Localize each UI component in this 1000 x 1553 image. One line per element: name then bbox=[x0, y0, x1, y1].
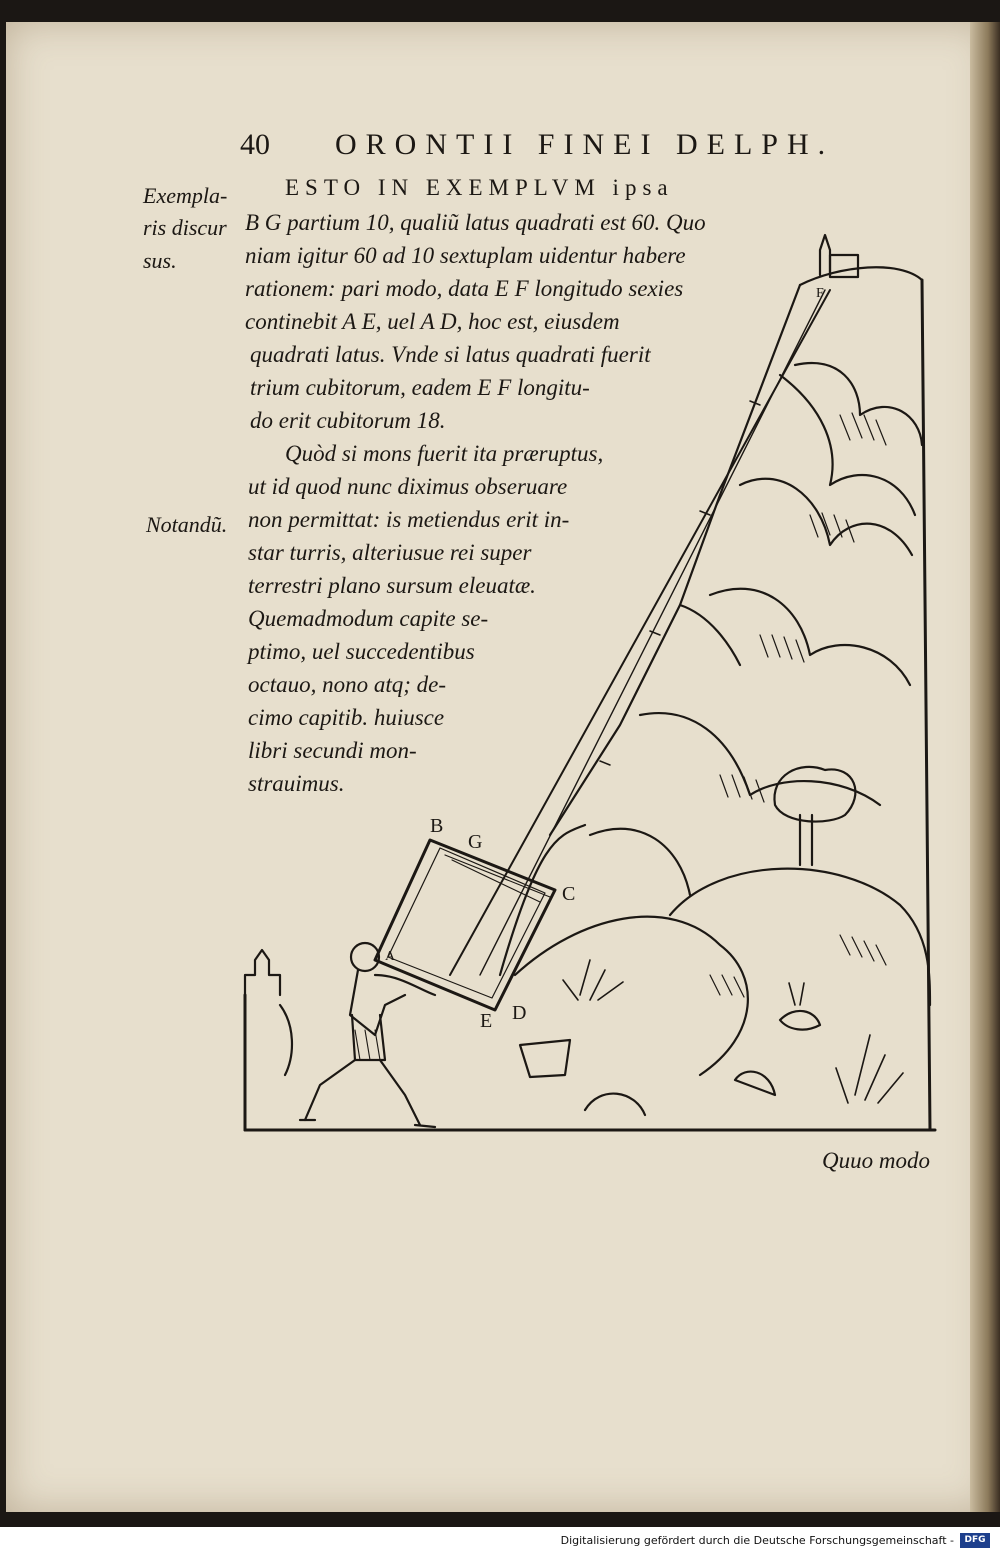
text-line: continebit A E, uel A D, hoc est, eiusdem bbox=[245, 309, 620, 334]
figure-label-a: A bbox=[385, 949, 396, 964]
text-line: non permittat: is metiendus erit in- bbox=[248, 507, 570, 532]
footer-credit: Digitalisierung gefördert durch die Deutsche Forschungsgemeinschaft - bbox=[560, 1534, 954, 1547]
text-line: terrestri plano sursum eleuatæ. bbox=[248, 573, 536, 598]
text-line: ut id quod nunc diximus obseruare bbox=[248, 474, 568, 499]
text-line: B G partium 10, qualiũ latus quadrati est 60. Quo bbox=[245, 210, 706, 235]
page-edge bbox=[970, 22, 1000, 1512]
text-line: star turris, alteriusue rei super bbox=[248, 540, 532, 565]
figure-label-f: F bbox=[816, 286, 824, 301]
margin-note: ris discur bbox=[143, 215, 227, 240]
text-line: Quòd si mons fuerit ita præruptus, bbox=[285, 441, 604, 466]
figure-label-b: B bbox=[430, 815, 444, 837]
figure-label-g: G bbox=[468, 831, 483, 853]
page-number: 40 bbox=[240, 128, 270, 161]
dfg-logo[interactable]: DFG bbox=[960, 1533, 990, 1548]
margin-note: Exempla- bbox=[143, 183, 228, 208]
text-line: trium cubitorum, eadem E F longitu- bbox=[250, 375, 590, 400]
text-line: quadrati latus. Vnde si latus quadrati fuerit bbox=[250, 342, 651, 367]
margin-note: sus. bbox=[143, 248, 177, 273]
text-line: niam igitur 60 ad 10 sextuplam uidentur habere bbox=[245, 243, 686, 268]
running-title: ORONTII FINEI DELPH. bbox=[335, 128, 835, 161]
text-line: libri secundi mon- bbox=[248, 738, 417, 763]
figure-label-d: D bbox=[512, 1002, 527, 1024]
catchword: Quuo modo bbox=[822, 1148, 930, 1173]
margin-note: Notandũ. bbox=[146, 512, 228, 537]
text-line: ptimo, uel succedentibus bbox=[248, 639, 475, 664]
text-line: ESTO IN EXEMPLVM ipsa bbox=[285, 175, 674, 200]
text-line: octauo, nono atq; de- bbox=[248, 672, 447, 697]
running-head bbox=[240, 128, 900, 168]
text-line: strauimus. bbox=[248, 771, 345, 796]
text-line: do erit cubitorum 18. bbox=[250, 408, 446, 433]
text-line: Quemadmodum capite se- bbox=[248, 606, 489, 631]
woodcut-illustration bbox=[240, 215, 940, 1140]
figure-label-c: C bbox=[562, 883, 576, 905]
text-line: cimo capitib. huiusce bbox=[248, 705, 445, 730]
figure-label-e: E bbox=[480, 1010, 493, 1032]
text-line: rationem: pari modo, data E F longitudo sexies bbox=[245, 276, 684, 301]
